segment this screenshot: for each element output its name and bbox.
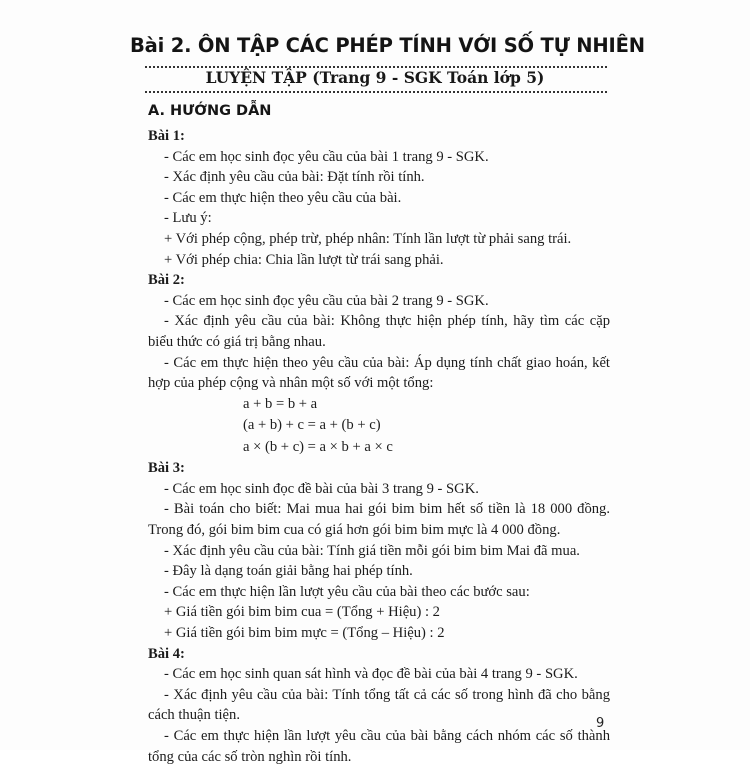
- exercise-2-label: Bài 2:: [148, 272, 185, 289]
- exercise-2-line: - Xác định yêu cầu của bài: Không thực hiện phép tính, hãy tìm các cặp biểu thức có giá trị bằng nhau.: [148, 313, 610, 350]
- section-heading: A. HƯỚNG DẪN: [148, 103, 272, 119]
- exercise-1-line: - Lưu ý:: [164, 210, 212, 227]
- dotted-divider-bottom: [145, 91, 607, 93]
- exercise-4-line: - Các em học sinh quan sát hình và đọc đề bài của bài 4 trang 9 - SGK.: [164, 666, 578, 683]
- exercise-3-line: - Xác định yêu cầu của bài: Tính giá tiền mỗi gói bim bim Mai đã mua.: [164, 542, 580, 559]
- formula-commutative: a + b = b + a: [243, 395, 318, 412]
- exercise-4-line: - Các em thực hiện lần lượt yêu cầu của bài bằng cách nhóm các số thành tổng của các số tròn nghìn rồi tính.: [148, 727, 610, 765]
- exercise-4-line: - Xác định yêu cầu của bài: Tính tổng tất cả các số trong hình đã cho bằng cách thuận tiện.: [148, 686, 610, 724]
- page-number: 9: [596, 716, 605, 731]
- exercise-1-line: - Các em học sinh đọc yêu cầu của bài 1 trang 9 - SGK.: [164, 148, 489, 165]
- exercise-1-line: - Xác định yêu cầu của bài: Đặt tính rồi tính.: [164, 169, 425, 186]
- exercise-3-label: Bài 3:: [148, 460, 185, 477]
- exercise-3-line: - Các em thực hiện lần lượt yêu cầu của bài theo các bước sau:: [164, 583, 530, 600]
- exercise-3-line: + Giá tiền gói bim bim mực = (Tổng – Hiệu) : 2: [164, 624, 445, 641]
- exercise-1-line: + Với phép chia: Chia lần lượt từ trái sang phải.: [164, 251, 444, 268]
- exercise-4-label: Bài 4:: [148, 645, 185, 662]
- formula-associative: (a + b) + c = a + (b + c): [243, 417, 381, 434]
- exercise-3-line: + Giá tiền gói bim bim cua = (Tổng + Hiệu) : 2: [164, 604, 440, 621]
- formula-distributive: a × (b + c) = a × b + a × c: [243, 438, 393, 455]
- lesson-subtitle: LUYỆN TẬP (Trang 9 - SGK Toán lớp 5): [205, 68, 545, 87]
- exercise-3-line: - Đây là dạng toán giải bằng hai phép tính.: [164, 563, 413, 580]
- exercise-1-line: - Các em thực hiện theo yêu cầu của bài.: [164, 189, 402, 206]
- exercise-2-line: - Các em học sinh đọc yêu cầu của bài 2 trang 9 - SGK.: [164, 292, 489, 309]
- exercise-2-line: - Các em thực hiện theo yêu cầu của bài: Áp dụng tính chất giao hoán, kết hợp của phép cộng và nhân một số với một tổng:: [148, 354, 610, 392]
- exercise-1-line: + Với phép cộng, phép trừ, phép nhân: Tính lần lượt từ phải sang trái.: [164, 230, 572, 247]
- lesson-title: Bài 2. ÔN TẬP CÁC PHÉP TÍNH VỚI SỐ TỰ NHIÊN: [130, 34, 645, 57]
- guidance-content: [148, 126, 610, 767]
- exercise-3-line: - Các em học sinh đọc đề bài của bài 3 trang 9 - SGK.: [164, 480, 479, 497]
- exercise-3-line: - Bài toán cho biết: Mai mua hai gói bim bim hết số tiền là 18 000 đồng. Trong đó, gói bim bim cua có giá hơn gói bim bim mực là 4 000 đồng.: [148, 501, 610, 538]
- exercise-1-label: Bài 1:: [148, 128, 185, 144]
